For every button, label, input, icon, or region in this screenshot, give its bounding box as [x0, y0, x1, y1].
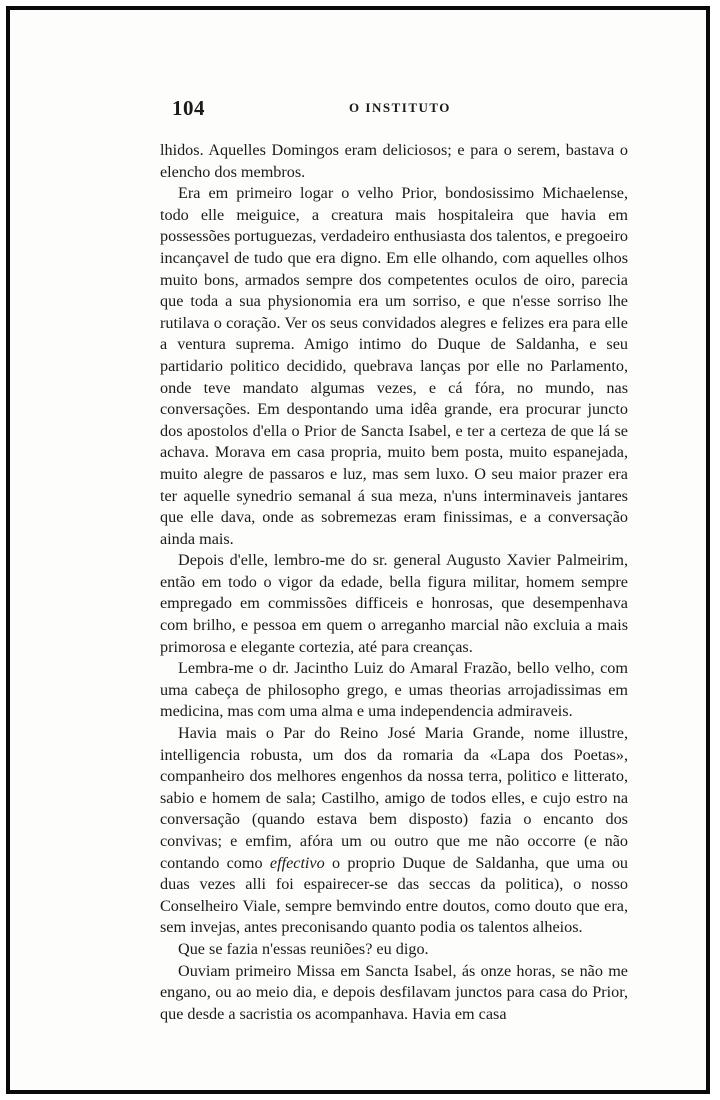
paragraph-5	[160, 723, 628, 939]
paragraph-3: Depois d'elle, lembro-me do sr. general Augusto Xavier Palmeirim, então em todo o vigor da edade, bella figura militar, homem sempre empregado em commissões difficeis e honrosas, que desempenhava com brilho, e pessoa em quem o arreganho marcial não excluia a mais primorosa e elegante cortezia, até para creanças.	[160, 551, 628, 656]
paragraph-5-part-2: o proprio Duque de Saldanha, que uma ou duas vezes alli foi espairecer-se das seccas da politica), o nosso Conselheiro Viale, sempre bemvindo entre doutos, como douto que era, sem invejas, antes preconisando quanto podia os talentos alheios.	[160, 853, 629, 937]
paragraph-4: Lembra-me o dr. Jacintho Luiz do Amaral Frazão, bello velho, com uma cabeça de philosopho grego, e umas theorias arrojadissimas em medicina, mas com uma alma e uma independencia admiraveis.	[160, 659, 628, 721]
running-head	[172, 96, 628, 120]
paragraph-1: lhidos. Aquelles Domingos eram deliciosos; e para o serem, bastava o elencho dos membros.	[160, 141, 628, 181]
paragraph-2: Era em primeiro logar o velho Prior, bondosissimo Michaelense, todo elle meiguice, a creatura mais hospitaleira que havia em possessões portuguezas, verdadeiro enthusiasta dos talentos, e pregoeiro incançavel de tudo que era digno. Em elle olhando, com aquelles olhos muito bons, armados sempre dos competentes oculos de oiro, parecia que toda a sua physionomia era um sorriso, e que n'esse sorriso lhe rutilava o coração. Ver os seus convidados alegres e felizes era para elle a ventura suprema. Amigo intimo do Duque de Saldanha, e seu partidario politico decidido, quebrava lanças por elle no Parlamento, onde teve mandato algumas vezes, e cá fóra, no mundo, nas conversações. Em despontando uma idêa grande, era procurar juncto dos apostolos d'ella o Prior de Sancta Isabel, e ter a certeza de que lá se achava. Morava em casa propria, muito bem posta, muito espanejada, muito alegre de passaros e luz, mas sem luxo. O seu maior prazer era ter aquelle synedrio semanal á sua meza, n'uns interminaveis jantares que elle dava, onde as sobremezas eram finissimas, e a conversação ainda mais.	[160, 184, 628, 548]
paragraph-7: Ouviam primeiro Missa em Sancta Isabel, ás onze horas, se não me engano, ou ao meio dia, e depois desfilavam junctos para casa do Prior, que desde a sacristia os acompanhava. Havia em casa	[160, 961, 628, 1023]
journal-title: O INSTITUTO	[349, 100, 451, 115]
page-number: 104	[172, 96, 205, 120]
paragraph-5-part-1: Havia mais o Par do Reino José Maria Grande, nome illustre, intelligencia robusta, um dos da romaria da «Lapa dos Poetas», companheiro dos melhores engenhos da nossa terra, politico e litterato, sabio e homem de sala; Castilho, amigo de todos elles, e cujo estro na conversação (quando estava bem disposto) fazia o encanto dos convivas; e emfim, afóra um ou outro que me não occorre (e não contando como	[160, 724, 628, 872]
paragraph-6: Que se fazia n'essas reuniões? eu digo.	[178, 939, 429, 958]
text-body	[160, 140, 628, 1025]
italic-word-effectivo: effectivo	[269, 853, 325, 872]
